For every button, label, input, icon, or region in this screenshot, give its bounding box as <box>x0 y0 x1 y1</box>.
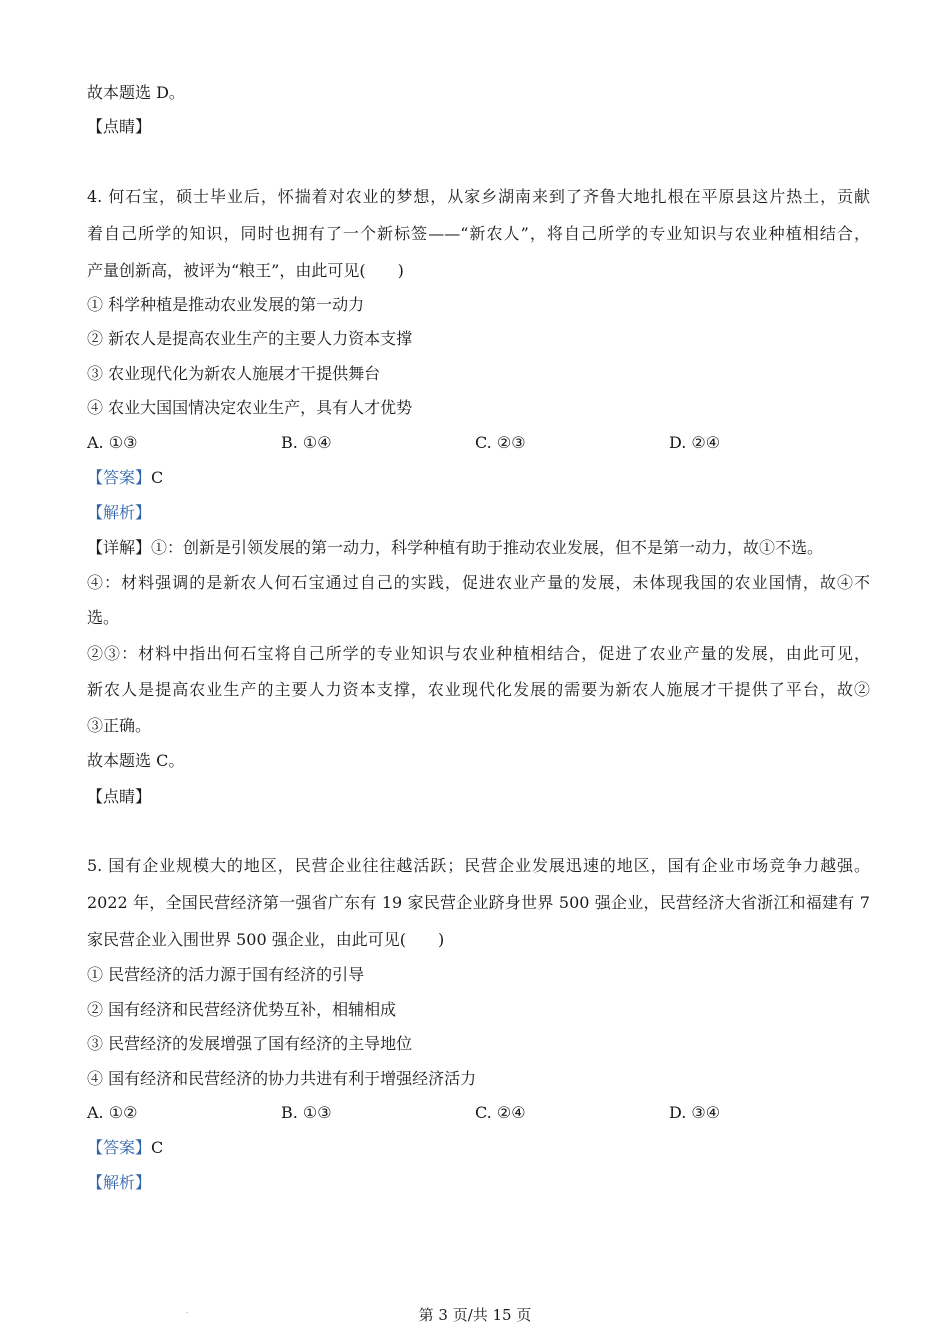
q5-analysis-label: 【解析】 <box>87 1173 152 1192</box>
q4-option-d: D. ②④ <box>669 433 721 452</box>
q5-option-a: A. ①② <box>87 1103 138 1122</box>
q4-detail-line-6: ③正确。 <box>87 716 152 735</box>
q4-answer-value: C <box>151 468 164 487</box>
q5-stem-line-3: 家民营企业入围世界 500 强企业，由此可见( ) <box>87 930 445 949</box>
q5-statement-2: ② 国有经济和民营经济优势互补，相辅相成 <box>87 1000 397 1019</box>
q4-statement-2: ② 新农人是提高农业生产的主要人力资本支撑 <box>87 329 413 348</box>
q5-option-b: B. ①③ <box>281 1103 332 1122</box>
q4-option-b: B. ①④ <box>281 433 332 452</box>
footer-dot: . <box>186 1306 189 1315</box>
q3-dianjing-heading: 【点睛】 <box>87 117 152 136</box>
q5-statement-1: ① 民营经济的活力源于国有经济的引导 <box>87 965 365 984</box>
q4-statement-4: ④ 农业大国国情决定农业生产，具有人才优势 <box>87 398 413 417</box>
q4-options <box>87 432 870 454</box>
q4-detail-line-4: ②③：材料中指出何石宝将自己所学的专业知识与农业种植相结合，促进了农业产量的发展，由此可见， <box>87 644 870 663</box>
q5-answer-value: C <box>151 1138 164 1157</box>
q4-detail-line-5: 新农人是提高农业生产的主要人力资本支撑，农业现代化发展的需要为新农人施展才干提供了平台，故② <box>87 680 870 699</box>
page-number: 第 3 页/共 15 页 <box>418 1306 532 1324</box>
q4-detail-line-2: ④：材料强调的是新农人何石宝通过自己的实践，促进农业产量的发展，未体现我国的农业国情，故④不 <box>87 573 870 592</box>
q4-detail-label: 【详解】 <box>87 538 152 557</box>
q5-stem-line-1: 5. 国有企业规模大的地区，民营企业往往越活跃；民营企业发展迅速的地区，国有企业市场竞争力越强。 <box>87 856 870 875</box>
q4-answer-label: 【答案】 <box>87 468 152 487</box>
q4-analysis-label: 【解析】 <box>87 503 152 522</box>
q4-statement-3: ③ 农业现代化为新农人施展才干提供舞台 <box>87 364 381 383</box>
q5-option-c: C. ②④ <box>475 1103 526 1122</box>
q4-detail-line-1 <box>87 537 870 559</box>
q3-conclusion: 故本题选 D。 <box>87 83 185 102</box>
q5-answer <box>87 1137 870 1159</box>
q4-stem-line-1: 4. 何石宝，硕士毕业后，怀揣着对农业的梦想，从家乡湖南来到了齐鲁大地扎根在平原县这片热土，贡献 <box>87 187 870 206</box>
q4-stem-line-3: 产量创新高，被评为“粮王”，由此可见( ) <box>87 261 404 280</box>
q5-statement-3: ③ 民营经济的发展增强了国有经济的主导地位 <box>87 1034 413 1053</box>
q4-option-a: A. ①③ <box>87 433 138 452</box>
q4-detail-line-3: 选。 <box>87 608 120 627</box>
q4-answer <box>87 467 870 489</box>
q5-options <box>87 1102 870 1124</box>
q5-answer-label: 【答案】 <box>87 1138 152 1157</box>
q4-stem-line-2: 着自己所学的知识，同时也拥有了一个新标签——“新农人”，将自己所学的专业知识与农业种植相结合， <box>87 224 870 243</box>
q5-stem-line-2: 2022 年，全国民营经济第一强省广东有 19 家民营企业跻身世界 500 强企业，民营经济大省浙江和福建有 7 <box>87 893 870 912</box>
q4-conclusion: 故本题选 C。 <box>87 751 185 770</box>
q4-option-c: C. ②③ <box>475 433 526 452</box>
q5-option-d: D. ③④ <box>669 1103 721 1122</box>
q4-detail-text-1: ①：创新是引领发展的第一动力，科学种植有助于推动农业发展，但不是第一动力，故①不选。 <box>151 538 824 557</box>
q4-dianjing-heading: 【点睛】 <box>87 787 152 806</box>
q5-statement-4: ④ 国有经济和民营经济的协力共进有利于增强经济活力 <box>87 1069 477 1088</box>
q4-statement-1: ① 科学种植是推动农业发展的第一动力 <box>87 295 365 314</box>
